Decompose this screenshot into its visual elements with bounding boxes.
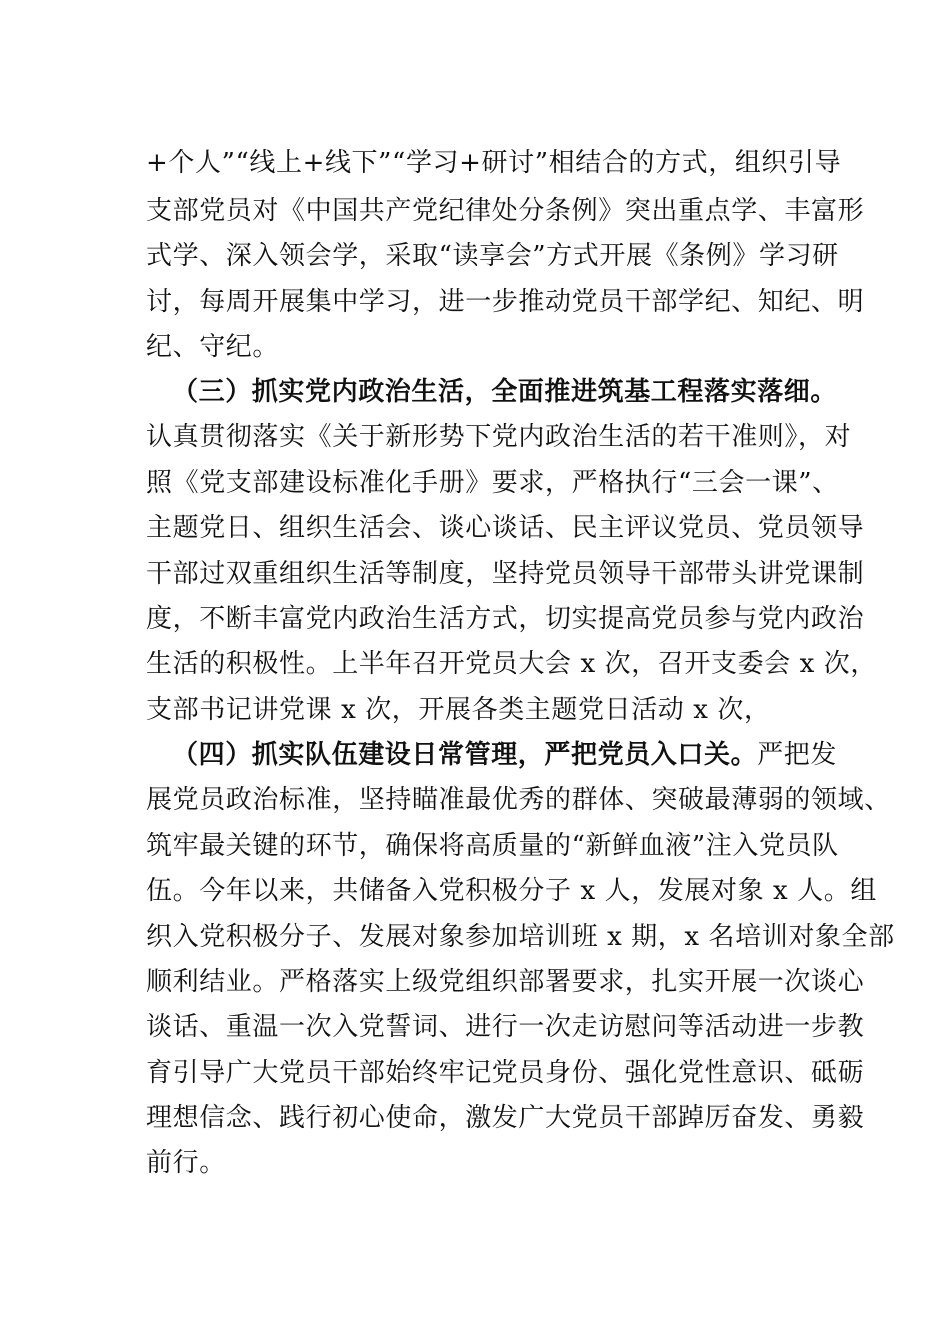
paragraph-line: 筑牢最关键的环节，确保将高质量的“新鲜血液”注入党员队 — [146, 831, 839, 861]
section-heading-4: （四）抓实队伍建设日常管理，严把党员入口关。 — [172, 740, 758, 770]
paragraph-text: 严把发 — [757, 740, 838, 770]
paragraph-line: 前行。 — [146, 1148, 226, 1178]
paragraph-line: 干部过双重组织生活等制度，坚持党员领导干部带头讲党课制 — [146, 559, 865, 589]
section-heading-4-line — [0, 735, 950, 775]
section-heading-3: （三）抓实党内政治生活，全面推进筑基工程落实落细。 — [172, 377, 838, 407]
paragraph-line: 伍。今年以来，共储备入党积极分子 x 人，发展对象 x 人。组 — [146, 876, 877, 906]
paragraph-line: 生活的积极性。上半年召开党员大会 x 次，召开支委会 x 次， — [146, 649, 877, 679]
paragraph-line: 顺利结业。严格落实上级党组织部署要求，扎实开展一次谈心 — [146, 967, 865, 997]
paragraph-line: 照《党支部建设标准化手册》要求，严格执行“三会一课”、 — [146, 468, 839, 498]
paragraph-line: 支部书记讲党课 x 次，开展各类主题党日活动 x 次， — [146, 695, 771, 725]
paragraph-line: 认真贯彻落实《关于新形势下党内政治生活的若干准则》，对 — [146, 422, 852, 452]
paragraph-line: 主题党日、组织生活会、谈心谈话、民主评议党员、党员领导 — [146, 513, 865, 543]
paragraph-line: 理想信念、践行初心使命，激发广大党员干部踔厉奋发、勇毅 — [146, 1103, 865, 1133]
paragraph-line: 展党员政治标准，坚持瞄准最优秀的群体、突破最薄弱的领域、 — [146, 785, 891, 815]
paragraph-line: 度，不断丰富党内政治生活方式，切实提高党员参与党内政治 — [146, 604, 865, 634]
paragraph-line: 谈话、重温一次入党誓词、进行一次走访慰问等活动进一步教 — [146, 1012, 865, 1042]
paragraph-line: 支部党员对《中国共产党纪律处分条例》突出重点学、丰富形 — [146, 196, 865, 226]
paragraph-line: +个人”“线上+线下”“学习+研讨”相结合的方式，组织引导 — [146, 148, 842, 178]
paragraph-line: 式学、深入领会学，采取“读享会”方式开展《条例》学习研 — [146, 241, 839, 271]
paragraph-line: 育引导广大党员干部始终牢记党员身份、强化党性意识、砥砺 — [146, 1058, 865, 1088]
paragraph-line: 讨，每周开展集中学习，进一步推动党员干部学纪、知纪、明 — [146, 287, 865, 317]
paragraph-line: 织入党积极分子、发展对象参加培训班 x 期，x 名培训对象全部 — [146, 922, 895, 952]
paragraph-line: 纪、守纪。 — [146, 332, 280, 362]
